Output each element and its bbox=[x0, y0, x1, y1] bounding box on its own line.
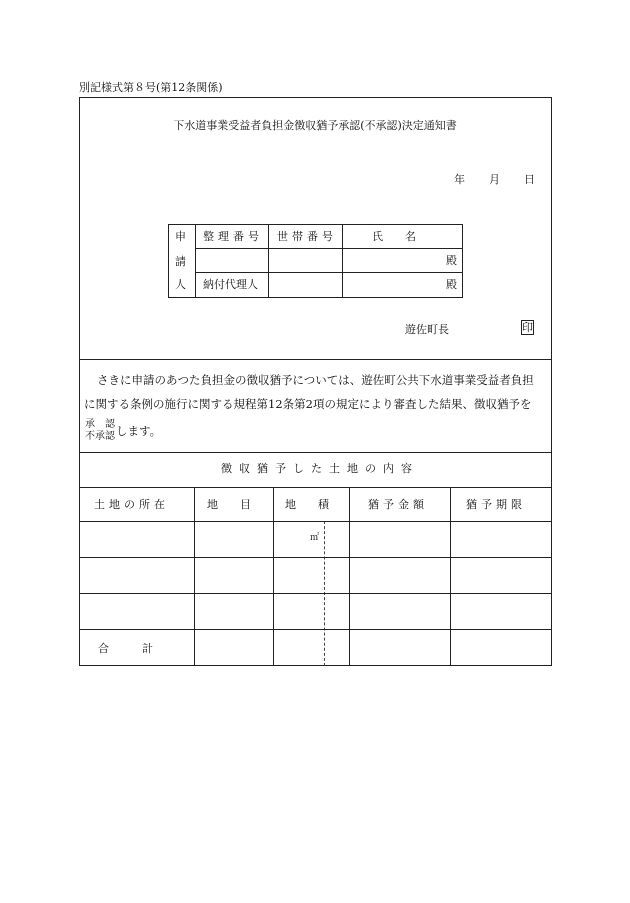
document-title: 下水道事業受益者負担金徴収猶予承認(不承認)決定通知書 bbox=[173, 119, 457, 132]
table-rule bbox=[79, 593, 552, 594]
header-land-area: 地 積 bbox=[285, 498, 329, 511]
header-land-category: 地 目 bbox=[207, 498, 251, 511]
applicant-side-char: 人 bbox=[175, 278, 186, 291]
column-line bbox=[273, 487, 274, 666]
header-seiri-bango: 整理番号 bbox=[203, 230, 263, 243]
table-rule bbox=[79, 487, 552, 488]
applicant-divider bbox=[342, 224, 343, 298]
body-line-2: に関する条例の施行に関する規程第12条第2項の規定により審査した結果、徴収猶予を bbox=[84, 397, 532, 411]
land-section-title: 徴収猶予した土地の内容 bbox=[221, 462, 419, 475]
header-shimei: 氏 名 bbox=[372, 230, 416, 243]
header-deferral-period: 猶予期限 bbox=[466, 498, 526, 511]
column-line bbox=[450, 487, 451, 666]
proxy-label: 納付代理人 bbox=[203, 278, 258, 291]
body-line-3-tail: します。 bbox=[116, 424, 162, 438]
applicant-divider bbox=[195, 224, 196, 298]
applicant-side-char: 申 bbox=[175, 230, 186, 243]
seal-mark: 印 bbox=[522, 321, 533, 334]
choice-disapprove: 不承認 bbox=[85, 431, 115, 442]
form-label: 別記様式第８号(第12条関係) bbox=[79, 81, 223, 94]
applicant-side-char: 請 bbox=[175, 255, 186, 268]
applicant-divider bbox=[195, 272, 463, 273]
column-line bbox=[194, 487, 195, 666]
date-year: 年 bbox=[454, 173, 465, 186]
header-deferred-amount: 猶予金額 bbox=[368, 498, 428, 511]
date-month: 月 bbox=[489, 173, 500, 186]
body-line-1: さきに申請のあつた負担金の徴収猶予については、遊佐町公共下水道事業受益者負担 bbox=[97, 373, 534, 387]
applicant-divider bbox=[268, 224, 269, 298]
header-setai-bango: 世帯番号 bbox=[277, 230, 337, 243]
date-day: 日 bbox=[524, 173, 535, 186]
section-divider bbox=[79, 359, 552, 360]
honorific-tono: 殿 bbox=[446, 278, 457, 291]
section-divider bbox=[79, 452, 552, 453]
area-unit: ㎡ bbox=[310, 533, 320, 543]
choice-approve: 承 認 bbox=[85, 419, 115, 430]
table-rule bbox=[79, 521, 552, 522]
issuer-name: 遊佐町長 bbox=[405, 323, 449, 336]
header-land-location: 土地の所在 bbox=[94, 498, 169, 511]
applicant-divider bbox=[195, 248, 463, 249]
honorific-tono: 殿 bbox=[446, 254, 457, 267]
column-line bbox=[349, 487, 350, 666]
table-rule bbox=[79, 557, 552, 558]
table-rule bbox=[79, 629, 552, 630]
total-label: 合 計 bbox=[98, 642, 153, 655]
